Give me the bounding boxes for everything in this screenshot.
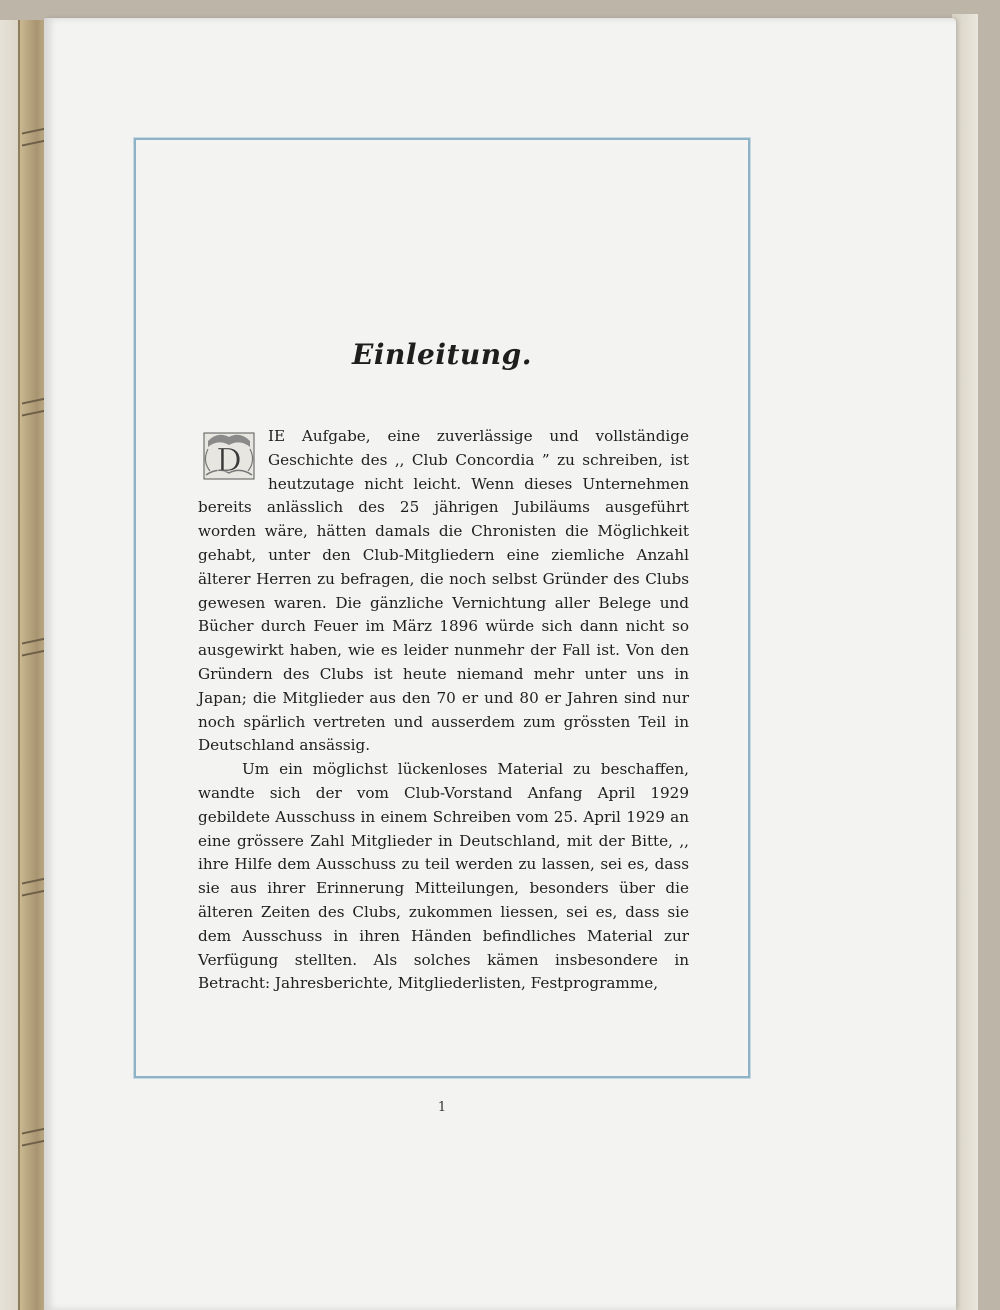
body-text bbox=[198, 425, 689, 996]
page-number: 1 bbox=[437, 1100, 447, 1115]
page-title: Einleitung. bbox=[352, 338, 532, 371]
drop-cap-letter: D bbox=[216, 441, 242, 479]
paragraph-2: Um ein möglichst lückenloses Material zu beschaffen, wandte sich der vom Club-Vorstand Anfang April 1929 gebildete Ausschuss in einem Schreiben vom 25. April 1929 an eine grössere Zahl Mitglieder in Deutschland, mit der Bitte, ,, ihre Hilfe dem Ausschuss zu teil werden zu lassen, sei es, dass sie aus ihrer Erinnerung Mitteilungen, besonders über die älteren Zeiten des Clubs, zukommen liessen, sei es, dass sie dem Ausschuss in ihren Händen befindliches Material zur Verfügung stellten. Als solches kämen insbesondere in Betracht: Jahresberichte, Mitgliederlisten, Festprogramme, bbox=[198, 760, 689, 993]
paragraph-1-text: IE Aufgabe, eine zuverlässige und vollständige Geschichte des ,, Club Concordia ” zu schreiben, ist heutzutage nicht leicht. Wenn dieses Unternehmen bereits anlässlich des 25 jährigen Jubiläums ausgeführt worden wäre, hätten damals die Chronisten die Möglichkeit gehabt, unter den Club-Mitgliedern eine ziemliche Anzahl älterer Herren zu befragen, die noch selbst Gründer des Clubs gewesen waren. Die gänzliche Vernichtung aller Belege und Bücher durch Feuer im März 1896 würde sich dann nicht so ausgewirkt haben, wie es leider nunmehr der Fall ist. Von den Gründern des Clubs ist heute niemand mehr unter uns in Japan; die Mitglieder aus den 70 er und 80 er Jahren sind nur noch spärlich vertreten und ausserdem zum grössten Teil in Deutschland ansässig. bbox=[198, 427, 689, 755]
ornamental-initial bbox=[198, 427, 260, 485]
paragraph-1 bbox=[198, 425, 689, 758]
